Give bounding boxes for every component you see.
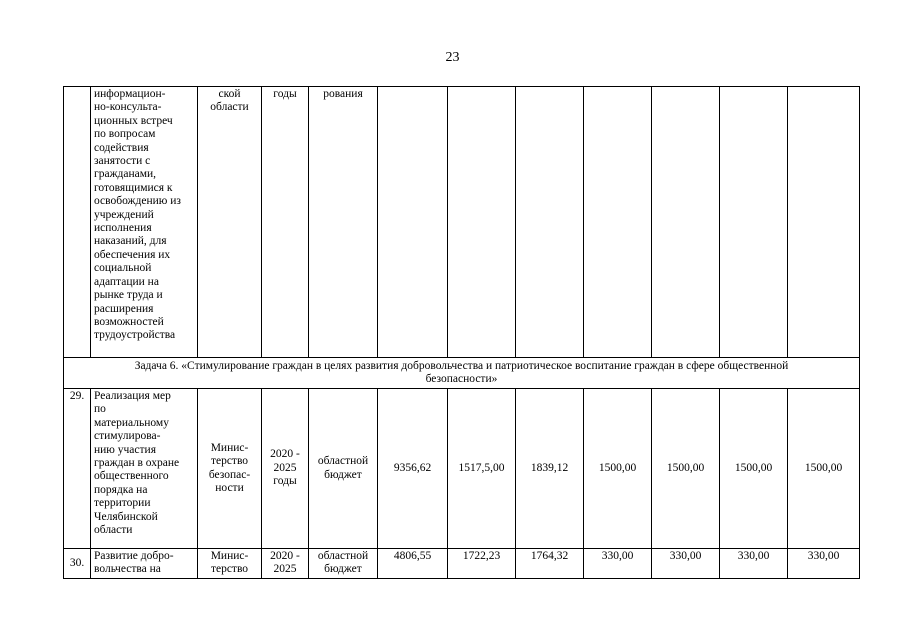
source-cell: областной бюджет bbox=[309, 549, 378, 579]
value-cell-2025: 1500,00 bbox=[788, 389, 860, 549]
row-number: 30. bbox=[64, 549, 91, 579]
num-cell bbox=[64, 87, 91, 358]
value-cell bbox=[788, 87, 860, 358]
value-cell-2021: 1839,12 bbox=[516, 389, 584, 549]
continuation-row bbox=[64, 87, 860, 358]
value-cell bbox=[516, 87, 584, 358]
value-cell-2020: 1517,5,00 bbox=[448, 389, 516, 549]
description-cell: Реализация мер по материальному стимулирова- нию участия граждан в охране общественного порядка на территории Челябинской области bbox=[91, 389, 198, 549]
task-heading: Задача 6. «Стимулирование граждан в целях развития добровольчества и патриотическое воспитание граждан в сфере общественной безопасности» bbox=[64, 358, 860, 389]
row-number: 29. bbox=[64, 389, 91, 549]
program-table bbox=[63, 86, 860, 579]
executor-cell: Минис- терство безопас- ности bbox=[198, 389, 262, 549]
description-cell: информацион- но-консульта- ционных встреч по вопросам содействия занятости с гражданами, готовящимися к освобождению из учреждений исполнения наказаний, для обеспечения их социальной адаптации на рынке труда и расширения возможностей трудоустройства bbox=[91, 87, 198, 358]
value-cell bbox=[378, 87, 448, 358]
value-cell-2021: 1764,32 bbox=[516, 549, 584, 579]
source-cell: рования bbox=[309, 87, 378, 358]
period-cell: 2020 - 2025 bbox=[262, 549, 309, 579]
table-row bbox=[64, 389, 860, 549]
page-number: 23 bbox=[445, 50, 460, 65]
value-cell bbox=[448, 87, 516, 358]
table-row bbox=[64, 549, 860, 579]
task-row bbox=[64, 358, 860, 389]
source-cell: областной бюджет bbox=[309, 389, 378, 549]
value-cell bbox=[720, 87, 788, 358]
description-cell: Развитие добро- вольчества на bbox=[91, 549, 198, 579]
value-cell-2020: 1722,23 bbox=[448, 549, 516, 579]
value-cell-2022: 1500,00 bbox=[584, 389, 652, 549]
value-cell bbox=[652, 87, 720, 358]
value-cell-total: 9356,62 bbox=[378, 389, 448, 549]
value-cell-total: 4806,55 bbox=[378, 549, 448, 579]
value-cell-2022: 330,00 bbox=[584, 549, 652, 579]
value-cell bbox=[584, 87, 652, 358]
value-cell-2023: 330,00 bbox=[652, 549, 720, 579]
value-cell-2025: 330,00 bbox=[788, 549, 860, 579]
executor-cell: Минис- терство bbox=[198, 549, 262, 579]
value-cell-2024: 1500,00 bbox=[720, 389, 788, 549]
period-cell: 2020 - 2025 годы bbox=[262, 389, 309, 549]
value-cell-2024: 330,00 bbox=[720, 549, 788, 579]
executor-cell: ской области bbox=[198, 87, 262, 358]
value-cell-2023: 1500,00 bbox=[652, 389, 720, 549]
period-cell: годы bbox=[262, 87, 309, 358]
